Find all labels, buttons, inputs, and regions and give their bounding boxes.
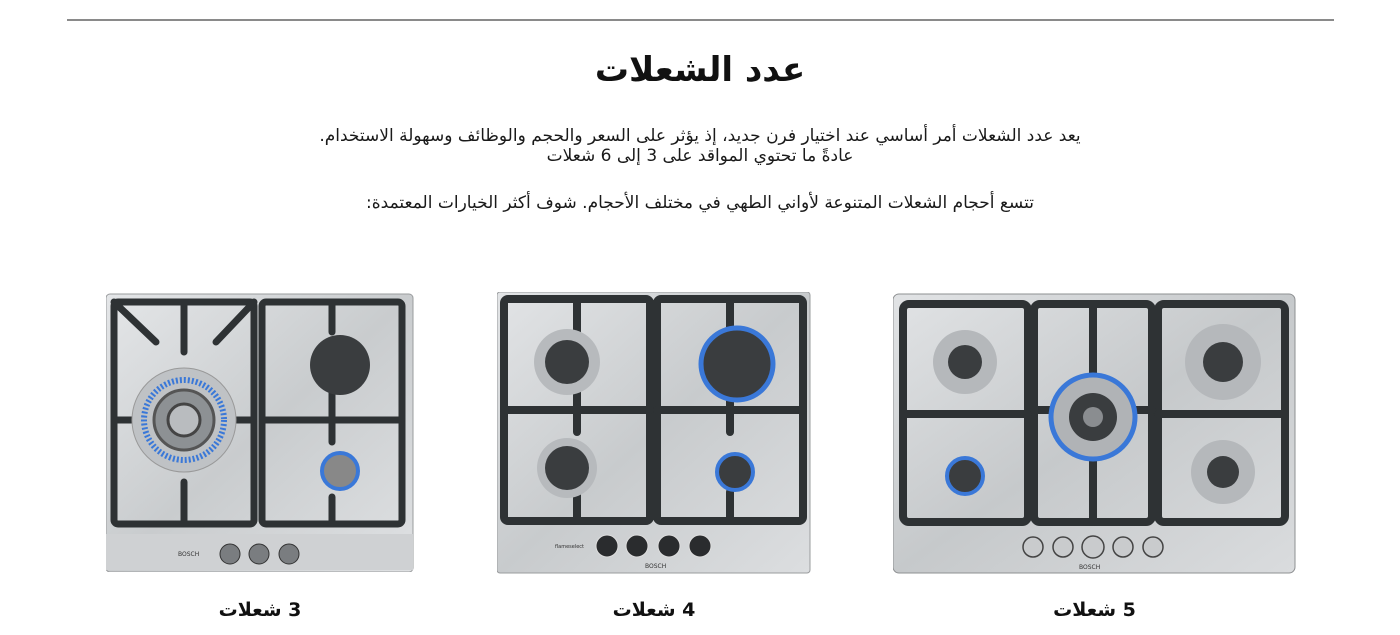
hob-4-burner-image[interactable] (497, 292, 811, 574)
hob-5-burner-image[interactable] (893, 292, 1296, 574)
section-title: عدد الشعلات (594, 50, 806, 90)
brand-label: BOSCH (1079, 564, 1101, 571)
hob-3-burner-image[interactable] (106, 292, 414, 572)
intro-line-1: يعد عدد الشعلات أمر أساسي عند اختيار فرن جديد، إذ يؤثر على السعر والحجم والوظائف وسهولة الاستخدام. (319, 126, 1081, 146)
product-card-4-burners[interactable] (497, 292, 811, 574)
product-card-3-burners[interactable] (106, 292, 414, 572)
brand-label: BOSCH (645, 563, 667, 570)
caption-3-burners: 3 شعلات (218, 599, 302, 621)
svg-text:flameselect: flameselect (555, 544, 585, 550)
brand-label: BOSCH (178, 551, 200, 558)
product-card-5-burners[interactable] (893, 292, 1296, 574)
caption-4-burners: 4 شعلات (612, 599, 696, 621)
intro-line-3: تتسع أحجام الشعلات المتنوعة لأواني الطهي في مختلف الأحجام. شوف أكثر الخيارات المعتمدة: (366, 193, 1034, 213)
caption-5-burners: 5 شعلات (1053, 599, 1136, 621)
intro-line-2: عادةً ما تحتوي المواقد على 3 إلى 6 شعلات (546, 146, 854, 166)
intro-text (0, 126, 1400, 166)
top-divider (67, 19, 1334, 21)
